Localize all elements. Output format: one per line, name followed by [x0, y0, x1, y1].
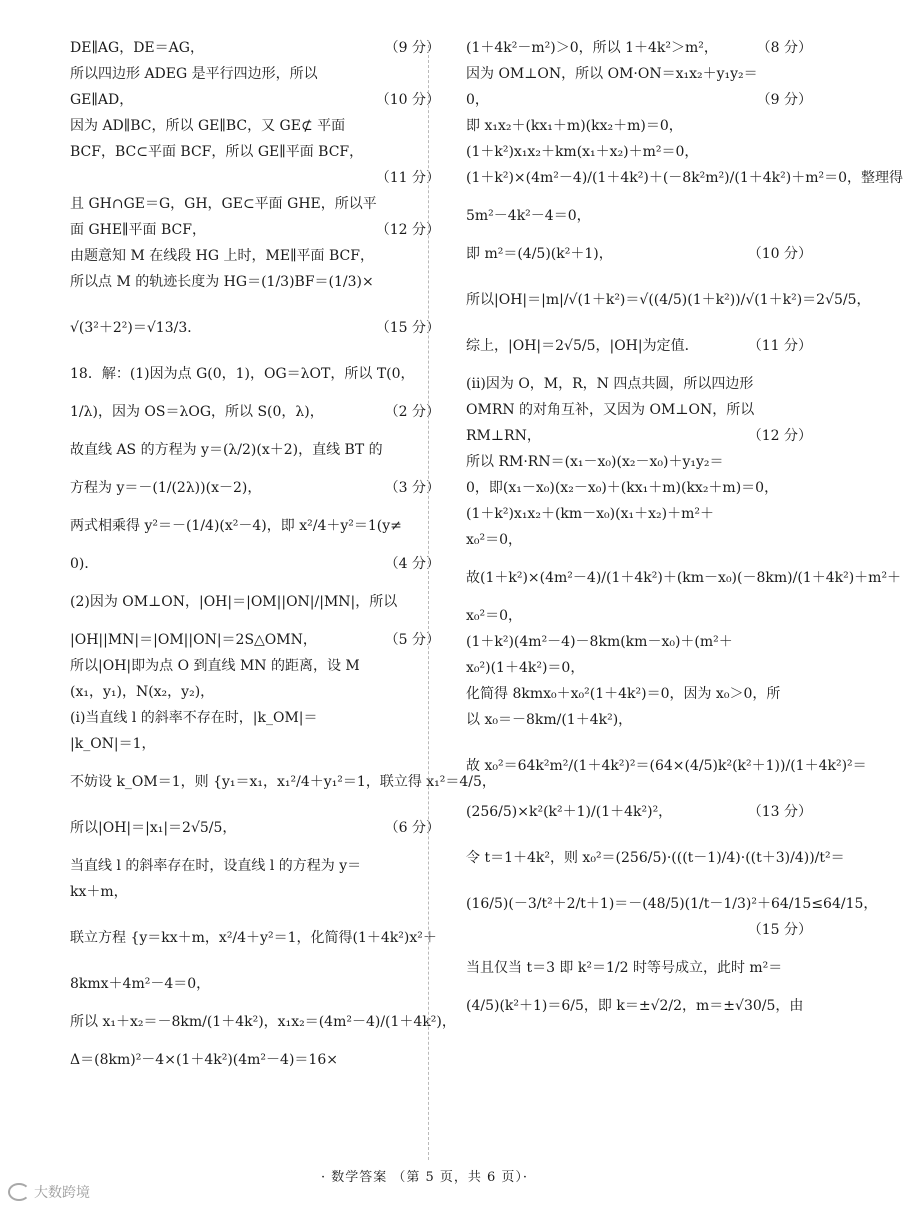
- answer-line: (1＋4k²－m²)＞0，所以 1＋4k²＞m²， （8 分）: [466, 40, 812, 56]
- answer-line: 且 GH∩GE＝G，GH，GE⊂平面 GHE，所以平: [70, 196, 377, 212]
- answer-line: 综上，|OH|＝2√5/5，|OH|为定值． （11 分）: [466, 338, 812, 354]
- answer-line: 两式相乘得 y²＝－(1/4)(x²－4)，即 x²/4＋y²＝1(y≠: [70, 518, 402, 534]
- answer-line: 故(1＋k²)×(4m²－4)/(1＋4k²)＋(km－x₀)(－8km)/(1＋4k²)＋m²＋: [466, 570, 902, 586]
- answer-line: (1＋k²)×(4m²－4)/(1＋4k²)＋(－8k²m²)/(1＋4k²)＋m²＝0，整理得: [466, 170, 903, 186]
- answer-line: 方程为 y＝－(1/(2λ))(x－2)， （3 分）: [70, 480, 440, 496]
- answer-line: (1＋k²)x₁x₂＋km(x₁＋x₂)＋m²＝0，: [466, 144, 699, 160]
- watermark-logo-icon: [8, 1183, 30, 1201]
- answer-line: 化简得 8kmx₀＋x₀²(1＋4k²)＝0，因为 x₀＞0，所: [466, 686, 781, 702]
- answer-line: (2)因为 OM⊥ON，|OH|＝|OM||ON|/|MN|，所以: [70, 594, 398, 610]
- score-mark: （13 分）: [747, 804, 812, 820]
- answer-line: x₀²＝0，: [466, 608, 523, 624]
- answer-line: 0)． （4 分）: [70, 556, 440, 572]
- answer-line: 故 x₀²＝64k²m²/(1＋4k²)²＝(64×(4/5)k²(k²＋1))/(1＋4k²)²＝: [466, 758, 867, 774]
- answer-line: |OH||MN|＝|OM||ON|＝2S△OMN， （5 分）: [70, 632, 440, 648]
- answer-line: (16/5)(－3/t²＋2/t＋1)＝－(48/5)(1/t－1/3)²＋64/15≤64/15，: [466, 896, 878, 912]
- answer-line: 联立方程 {y＝kx＋m，x²/4＋y²＝1，化简得(1＋4k²)x²＋: [70, 930, 437, 946]
- score-mark: （9 分）: [384, 40, 440, 56]
- score-mark: （12 分）: [747, 428, 812, 444]
- answer-line: (1＋k²)(4m²－4)－8km(km－x₀)＋(m²＋: [466, 634, 733, 650]
- watermark: [8, 1182, 90, 1202]
- score-mark: （4 分）: [384, 556, 440, 572]
- answer-line: 所以|OH|＝|m|/√(1＋k²)＝√((4/5)(1＋k²))/√(1＋k²)＝2√5/5，: [466, 292, 871, 308]
- answer-line: BCF，BC⊂平面 BCF，所以 GE∥平面 BCF，: [70, 144, 364, 160]
- score-mark: （10 分）: [375, 92, 440, 108]
- answer-line: |k_ON|＝1，: [70, 736, 156, 752]
- answer-line: (ⅰ)当直线 l 的斜率不存在时，|k_OM|＝: [70, 710, 318, 726]
- answer-line: 令 t＝1＋4k²，则 x₀²＝(256/5)·(((t－1)/4)·((t＋3)/4))/t²＝: [466, 850, 845, 866]
- score-mark: （11 分）: [375, 170, 440, 186]
- answer-line: (ⅱ)因为 O，M，R，N 四点共圆，所以四边形: [466, 376, 754, 392]
- answer-line: 当直线 l 的斜率存在时，设直线 l 的方程为 y＝: [70, 858, 362, 874]
- score-mark: （10 分）: [747, 246, 812, 262]
- score-mark: （11 分）: [747, 338, 812, 354]
- score-mark: （15 分）: [747, 922, 812, 938]
- answer-line: GE∥AD， （10 分）: [70, 92, 440, 108]
- answer-line: 即 x₁x₂＋(kx₁＋m)(kx₂＋m)＝0，: [466, 118, 683, 134]
- answer-line: (x₁，y₁)，N(x₂，y₂)，: [70, 684, 215, 700]
- answer-line: 因为 AD∥BC，所以 GE∥BC，又 GE⊄ 平面: [70, 118, 346, 134]
- answer-line: 因为 OM⊥ON，所以 OM·ON＝x₁x₂＋y₁y₂＝: [466, 66, 758, 82]
- score-mark: （15 分）: [375, 320, 440, 336]
- answer-line: (256/5)×k²(k²＋1)/(1＋4k²)²， （13 分）: [466, 804, 812, 820]
- answer-line: [466, 920, 812, 940]
- answer-line: 1/λ)，因为 OS＝λOG，所以 S(0，λ)， （2 分）: [70, 404, 440, 420]
- answer-line: 由题意知 M 在线段 HG 上时，ME∥平面 BCF，: [70, 248, 374, 264]
- answer-line: 当且仅当 t＝3 即 k²＝1/2 时等号成立，此时 m²＝: [466, 960, 783, 976]
- score-mark: （6 分）: [384, 820, 440, 836]
- score-mark: （3 分）: [384, 480, 440, 496]
- answer-line: 5m²－4k²－4＝0，: [466, 208, 591, 224]
- answer-line: DE∥AG，DE＝AG， （9 分）: [70, 40, 440, 56]
- watermark-text: 大数跨境: [34, 1185, 90, 1201]
- score-mark: （9 分）: [756, 92, 812, 108]
- answer-line: 不妨设 k_OM＝1，则 {y₁＝x₁，x₁²/4＋y₁²＝1，联立得 x₁²＝4/5，: [70, 774, 496, 790]
- answer-line: 所以点 M 的轨迹长度为 HG＝(1/3)BF＝(1/3)×: [70, 274, 374, 290]
- answer-line: 面 GHE∥平面 BCF， （12 分）: [70, 222, 440, 238]
- score-mark: （12 分）: [375, 222, 440, 238]
- answer-line: Δ＝(8km)²－4×(1＋4k²)(4m²－4)＝16×: [70, 1052, 338, 1068]
- answer-line: OMRN 的对角互补，又因为 OM⊥ON，所以: [466, 402, 755, 418]
- answer-line: 以 x₀＝－8km/(1＋4k²)，: [466, 712, 633, 728]
- score-mark: （5 分）: [384, 632, 440, 648]
- answer-line: (1＋k²)x₁x₂＋(km－x₀)(x₁＋x₂)＋m²＋: [466, 506, 714, 522]
- answer-line: 故直线 AS 的方程为 y＝(λ/2)(x＋2)，直线 BT 的: [70, 442, 383, 458]
- answer-line: √(3²＋2²)＝√13/3． （15 分）: [70, 320, 440, 336]
- answer-line: RM⊥RN， （12 分）: [466, 428, 812, 444]
- column-divider: [428, 40, 429, 1160]
- score-mark: （8 分）: [756, 40, 812, 56]
- answer-line: 所以 x₁＋x₂＝－8km/(1＋4k²)，x₁x₂＝(4m²－4)/(1＋4k²)，: [70, 1014, 456, 1030]
- answer-line: (4/5)(k²＋1)＝6/5，即 k＝±√2/2，m＝±√30/5，由: [466, 998, 804, 1014]
- answer-line: x₀²＝0，: [466, 532, 523, 548]
- right-column: [466, 38, 903, 1022]
- page-footer: · 数学答案 （第 5 页，共 6 页）·: [320, 1170, 529, 1185]
- answer-line: 0，即(x₁－x₀)(x₂－x₀)＋(kx₁＋m)(kx₂＋m)＝0，: [466, 480, 779, 496]
- answer-line: 0， （9 分）: [466, 92, 812, 108]
- answer-line: x₀²)(1＋4k²)＝0，: [466, 660, 585, 676]
- answer-line: 8kmx＋4m²－4＝0，: [70, 976, 211, 992]
- answer-line: 18．解：(1)因为点 G(0，1)，OG＝λOT，所以 T(0，: [70, 366, 415, 382]
- score-mark: （2 分）: [384, 404, 440, 420]
- answer-line: 即 m²＝(4/5)(k²＋1)， （10 分）: [466, 246, 812, 262]
- answer-line: [70, 168, 440, 188]
- answer-line: 所以|OH|＝|x₁|＝2√5/5， （6 分）: [70, 820, 440, 836]
- answer-line: 所以四边形 ADEG 是平行四边形，所以: [70, 66, 318, 82]
- answer-line: 所以 RM·RN＝(x₁－x₀)(x₂－x₀)＋y₁y₂＝: [466, 454, 724, 470]
- answer-line: 所以|OH|即为点 O 到直线 MN 的距离，设 M: [70, 658, 360, 674]
- answer-line: kx＋m，: [70, 884, 128, 900]
